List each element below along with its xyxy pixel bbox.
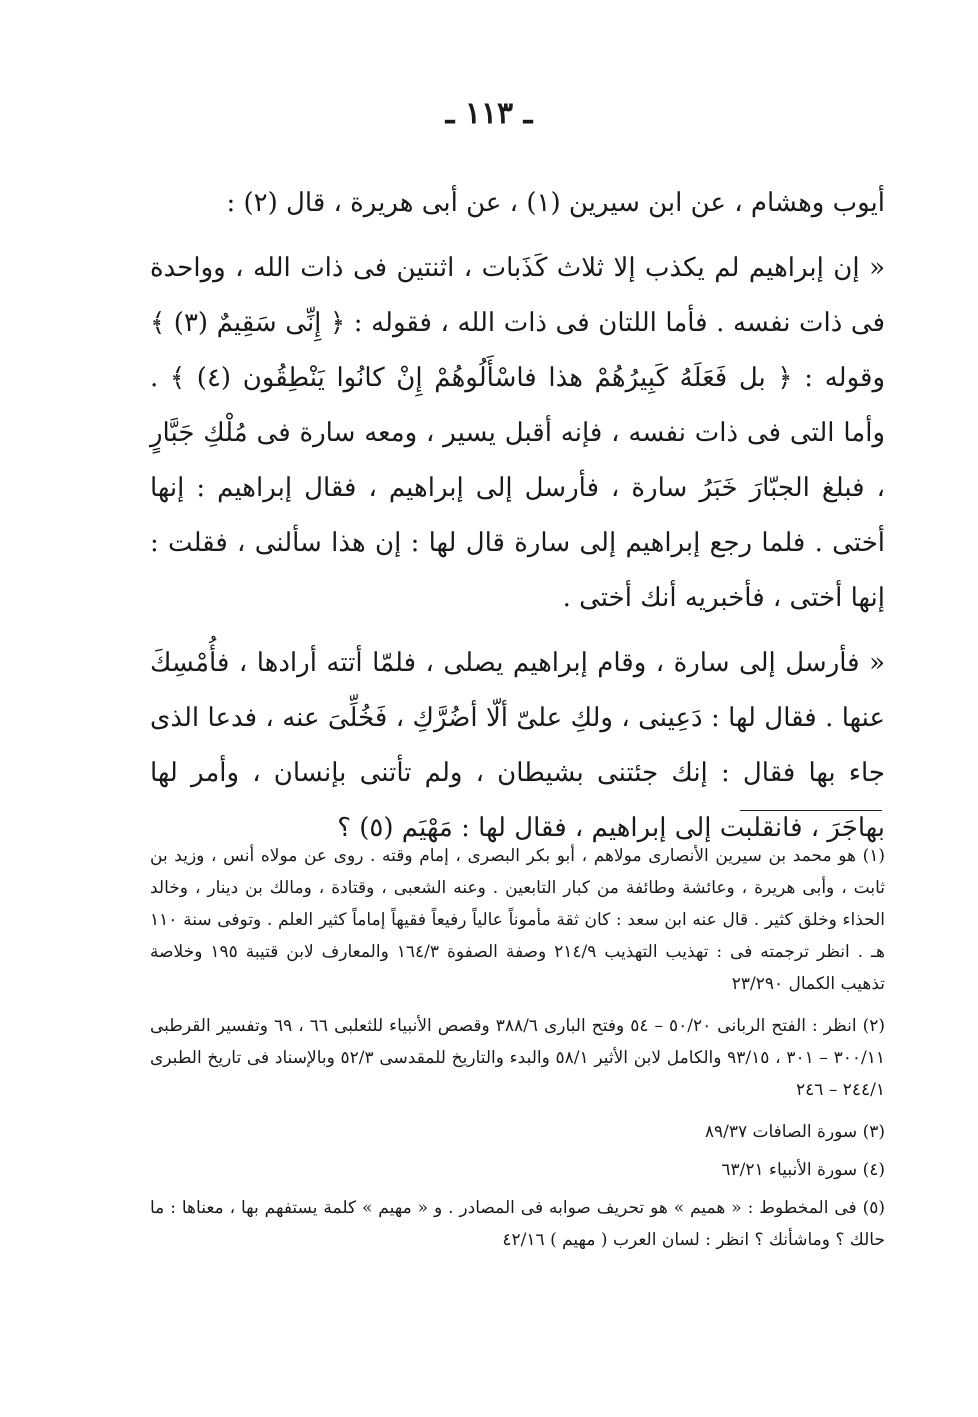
footnote: (٥) فى المخطوط : « هميم » هو تحريف صوابه فى المصادر . و « مهيم » كلمة يستفهم بها ، معناها : ما حالك ؟ وماشأنك ؟ انظر : لسان العرب ( مهيم ) ٤٢/١٦ <box>150 1198 885 1250</box>
page-number: ـ ١١٣ ـ <box>445 96 533 131</box>
footnote: (٣) سورة الصافات ٨٩/٣٧ <box>704 1122 885 1142</box>
footnote: (١) هو محمد بن سيرين الأنصارى مولاهم ، أبو بكر البصرى ، إمام وقته . روى عن مولاه أنس ، وزيد بن ثابت ، وأبى هريرة ، وعائشة وطائفة من كبار التابعين . وعنه الشعبى ، وقتادة ، ومالك بن دينار ، وخالد الحذاء وخلق كثير . قال عنه ابن سعد : كان ثقة مأموناً عالياً رفيعاً فقيهاً إماماً كثير العلم . وتوفى سنة ١١٠ هـ . انظر ترجمته فى : تهذيب التهذيب ٢١٤/٩ وصفة الصفوة ١٦٤/٣ والمعارف لابن قتيبة ١٩٥ وخلاصة تذهيب الكمال ٢٣/٢٩٠ <box>150 846 885 994</box>
paragraph: « فأرسل إلى سارة ، وقام إبراهيم يصلى ، فلمّا أتته أرادها ، فأُمْسِكَ عنها . فقال لها : دَعِينى ، ولكِ علىّ ألّا أضُرَّكِ ، فَخُلِّىَ عنه ، فدعا الذى جاء بها فقال : إنك جئتنى بشيطان ، ولم تأتنى بإنسان ، وأمر لها بهاجَرَ ، فانقلبت إلى إبراهيم ، فقال لها : مَهْيَم (٥) ؟ <box>150 648 885 843</box>
footnotes <box>150 840 885 1266</box>
paragraph: أيوب وهشام ، عن ابن سيرين (١) ، عن أبى هريرة ، قال (٢) : <box>226 188 885 218</box>
paragraph: « إن إبراهيم لم يكذب إلا ثلاث كَذَبات ، اثنتين فى ذات الله ، وواحدة فى ذات نفسه . فأما اللتان فى ذات الله ، فقوله : ﴿ إِنِّى سَقِيمٌ (٣) ﴾ وقوله : ﴿ بل فَعَلَهُ كَبِيرُهُمْ هذا فاسْأَلُوهُمْ إِنْ كانُوا يَنْطِقُون (٤) ﴾ . وأما التى فى ذات نفسه ، فإنه أقبل يسير ، ومعه سارة فى مُلْكِ جَبَّارٍ ، فبلغ الجبّارَ خَبَرُ سارة ، فأرسل إلى إبراهيم ، فقال إبراهيم : إنها أختى . فلما رجع إبراهيم إلى سارة قال لها : إن هذا سألنى ، فقلت : إنها أختى ، فأخبريه أنك أختى . <box>150 253 885 613</box>
footnote-divider <box>740 810 882 811</box>
footnote: (٤) سورة الأنبياء ٦٣/٢١ <box>721 1160 885 1180</box>
footnote: (٢) انظر : الفتح الربانى ٥٠/٢٠ – ٥٤ وفتح البارى ٣٨٨/٦ وقصص الأنبياء للثعلبى ٦٦ ، ٦٩ وتفسير القرطبى ٣٠٠/١١ – ٣٠١ ، ٩٣/١٥ والكامل لابن الأثير ٥٨/١ والبدء والتاريخ للمقدسى ٥٢/٣ وبالإسناد فى تاريخ الطبرى ٢٤٤/١ – ٢٤٦ <box>150 1016 886 1100</box>
main-text <box>150 176 885 866</box>
